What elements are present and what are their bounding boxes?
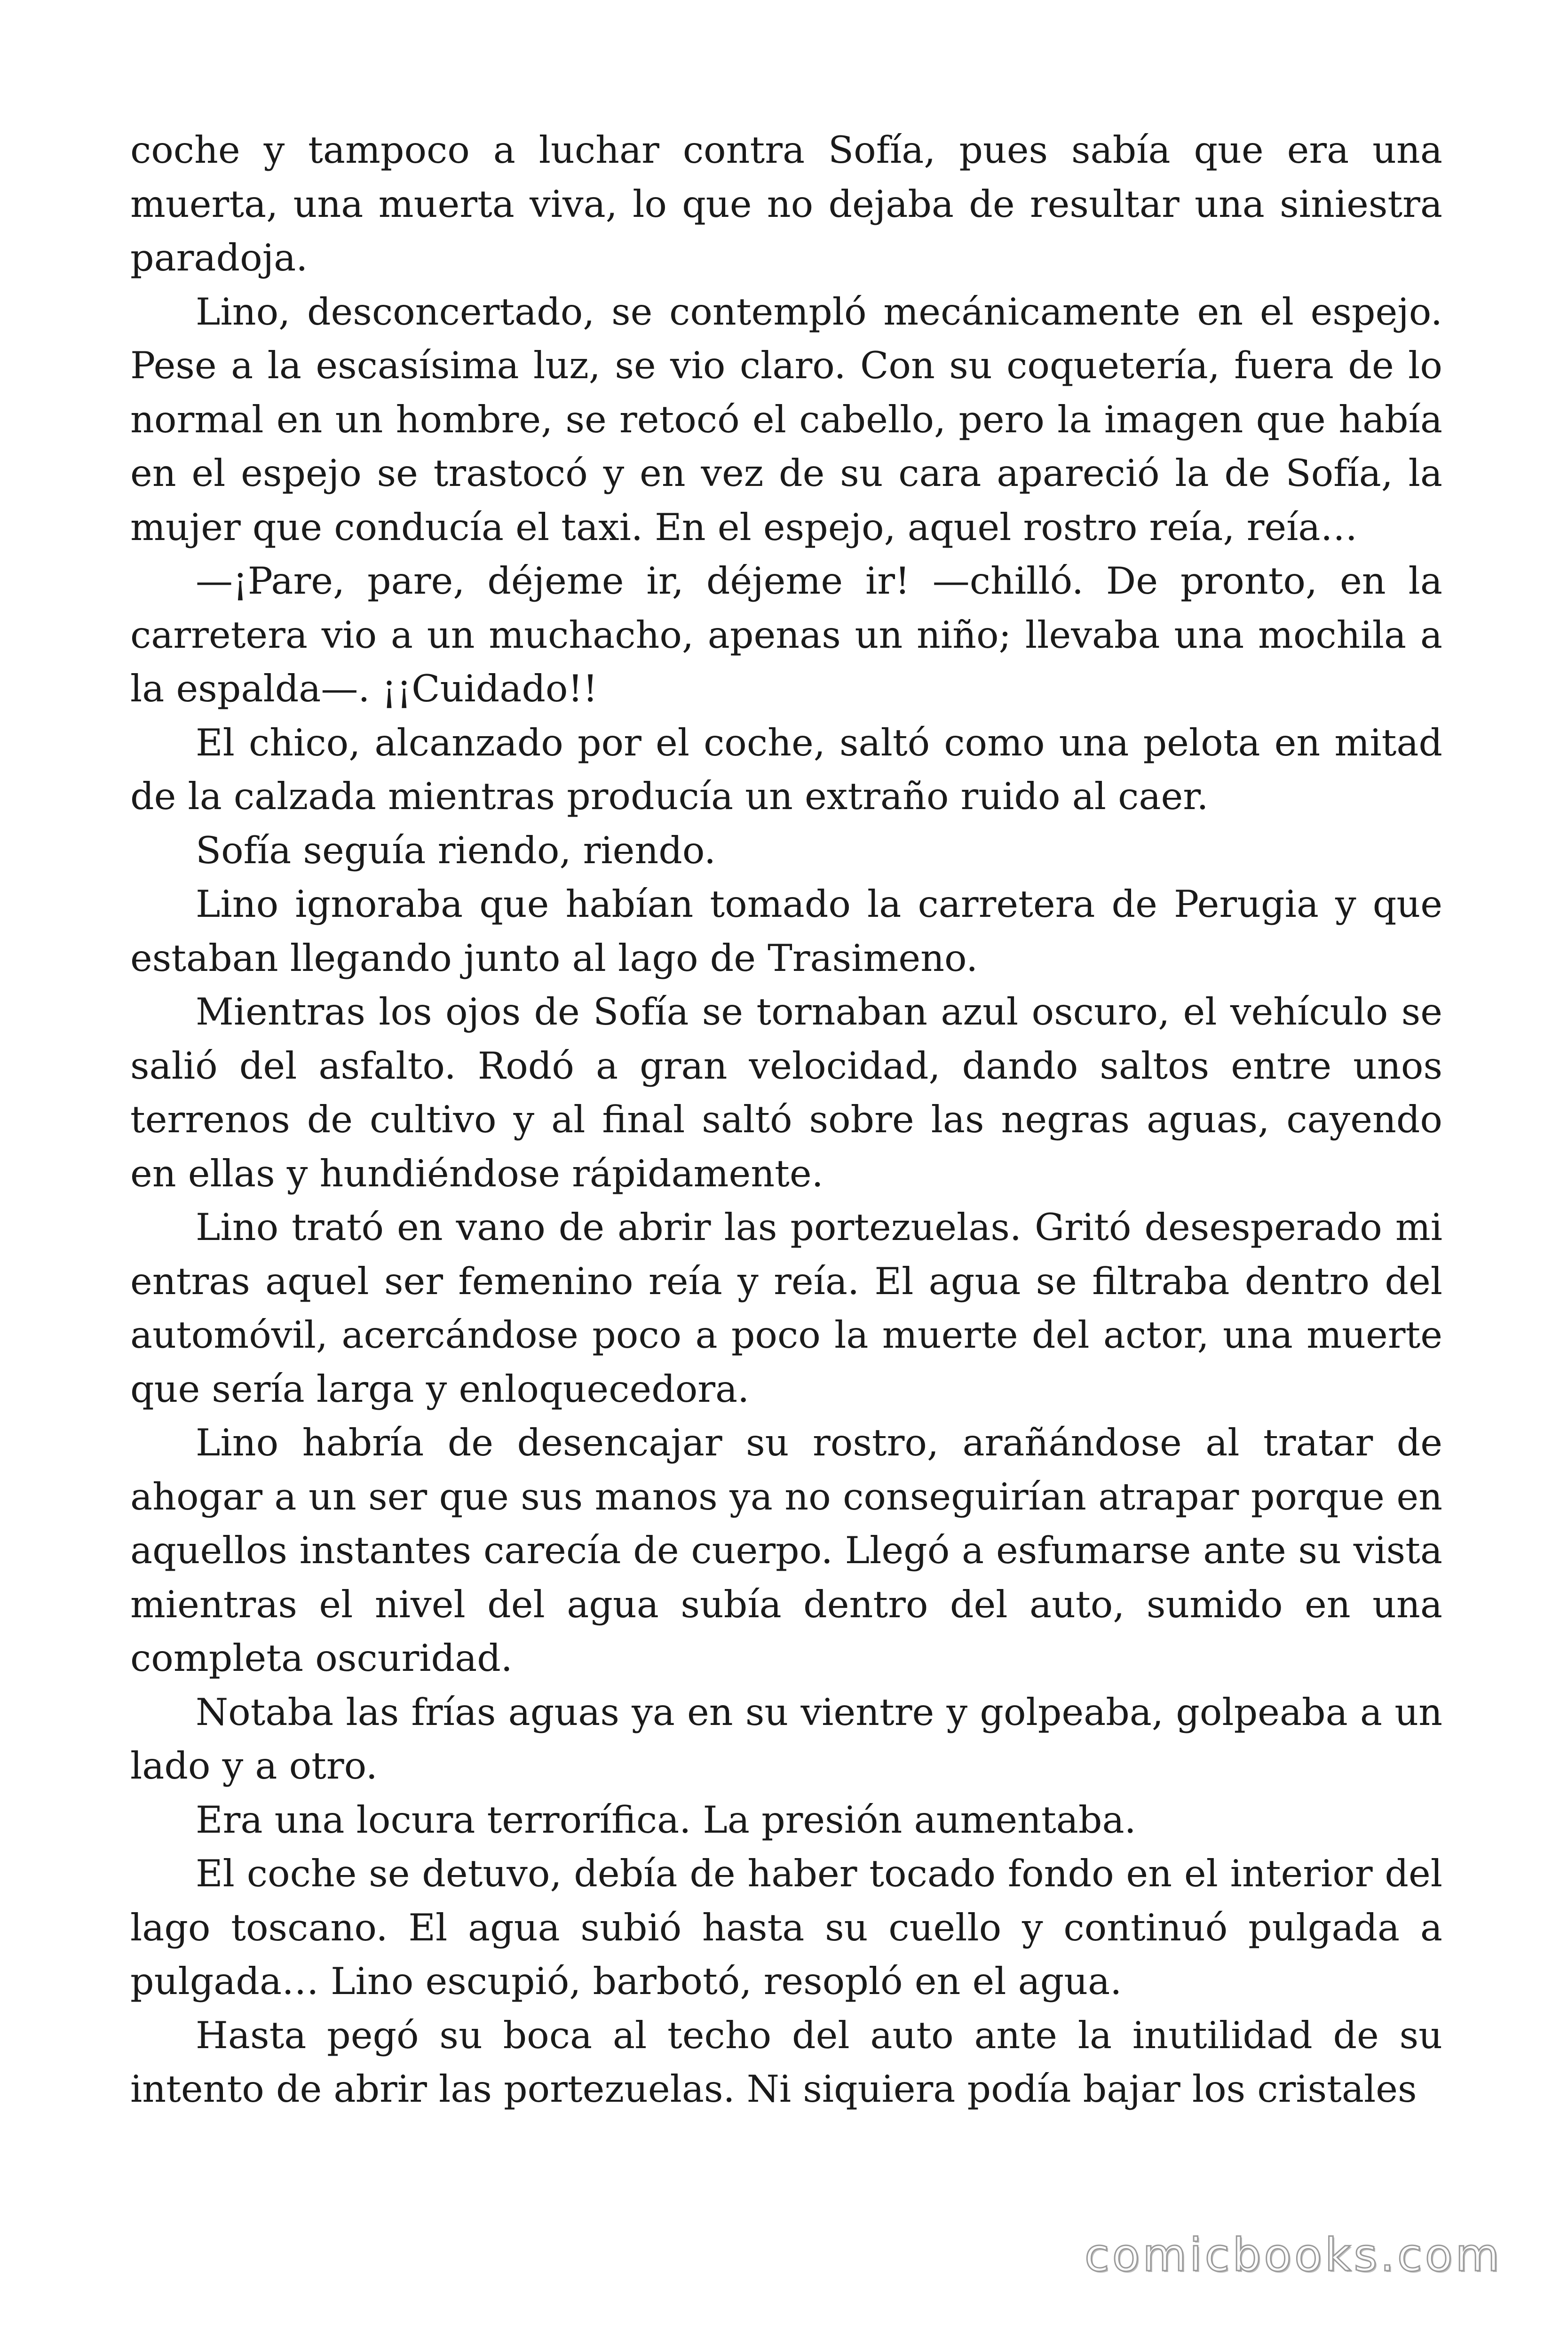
paragraph-6: Lino ignoraba que habían tomado la carretera de Perugia y que estaban llegando junto al lago de Trasimeno. [130, 882, 1442, 980]
paragraph-13: Hasta pegó su boca al techo del auto ante la inutilidad de su intento de abrir las portezuelas. Ni siquiera podía bajar los cristales [130, 2013, 1442, 2111]
paragraph-3: —¡Pare, pare, déjeme ir, déjeme ir! —chilló. De pronto, en la carretera vio a un muchacho, apenas un niño; llevaba una mochila a la espalda—. ¡¡Cuidado!! [130, 559, 1442, 710]
paragraph-10: Notaba las frías aguas ya en su vientre y golpeaba, golpeaba a un lado y a otro. [130, 1690, 1442, 1788]
paragraph-8: Lino trató en vano de abrir las portezuelas. Gritó desesperado mi entras aquel ser femenino reía y reía. El agua se filtraba dentro del automóvil, acercándose poco a poco la muerte del actor, una muerte que sería larga y enloquecedora. [130, 1206, 1442, 1411]
paragraph-2: Lino, desconcertado, se contempló mecánicamente en el espejo. Pese a la escasísima luz, se vio claro. Con su coquetería, fuera de lo normal en un hombre, se retocó el cabello, pero la imagen que había en el espejo se trastocó y en vez de su cara apareció la de Sofía, la mujer que conducía el taxi. En el espejo, aquel rostro reía, reía… [130, 290, 1442, 549]
text-column [130, 123, 1442, 2116]
paragraph-5: Sofía seguía riendo, riendo. [196, 828, 716, 872]
paragraph-7: Mientras los ojos de Sofía se tornaban azul oscuro, el vehículo se salió del asfalto. Rodó a gran velocidad, dando saltos entre unos terrenos de cultivo y al final saltó sobre las negras aguas, cayendo en ellas y hundiéndose rápidamente. [130, 990, 1442, 1195]
paragraph-9: Lino habría de desencajar su rostro, arañándose al tratar de ahogar a un ser que sus manos ya no conseguirían atrapar porque en aquellos instantes carecía de cuerpo. Llegó a esfumarse ante su vista mientras el nivel del agua subía dentro del auto, sumido en una completa oscuridad. [130, 1421, 1442, 1680]
paragraph-12: El coche se detuvo, debía de haber tocado fondo en el interior del lago toscano. El agua subió hasta su cuello y continuó pulgada a pulgada… Lino escupió, barbotó, resopló en el agua. [130, 1852, 1442, 2003]
site-watermark: comicbooks.com [1084, 2229, 1502, 2281]
book-page [130, 123, 1442, 2268]
paragraph-4: El chico, alcanzado por el coche, saltó como una pelota en mitad de la calzada mientras producía un extraño ruido al caer. [130, 721, 1442, 818]
paragraph-11: Era una locura terrorífica. La presión aumentaba. [196, 1798, 1136, 1842]
paragraph-1: coche y tampoco a luchar contra Sofía, pues sabía que era una muerta, una muerta viva, lo que no dejaba de resultar una siniestra paradoja. [130, 128, 1442, 279]
